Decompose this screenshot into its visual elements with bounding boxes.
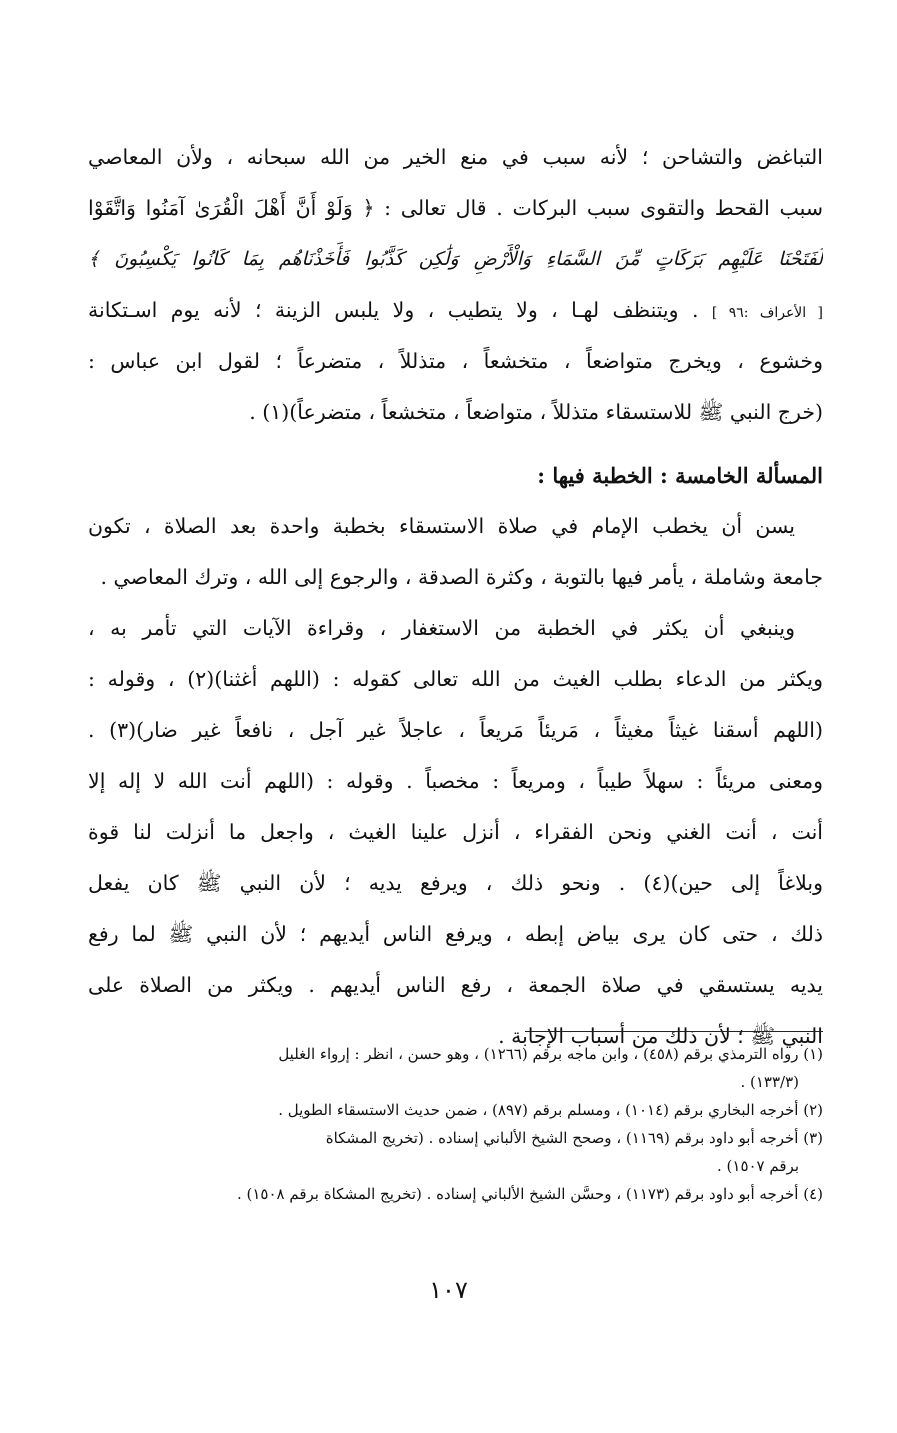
paragraph-line: (اللهم أسقنا غيثاً مغيثاً ، مَريئاً مَريعاً ، عاجلاً غير آجل ، نافعاً غير ضار)(٣) . — [88, 718, 823, 742]
footnote-continuation: برقم ١٥٠٧) . — [717, 1157, 799, 1175]
paragraph-line: أنت ، أنت الغني ونحن الفقراء ، أنزل علينا الغيث ، واجعل ما أنزلت لنا قوة — [88, 820, 823, 844]
paragraph-line: وبلاغاً إلى حين)(٤) . ونحو ذلك ، ويرفع يديه ؛ لأن النبي ﷺ كان يفعل — [88, 871, 823, 895]
page-number: ١٠٧ — [429, 1276, 468, 1304]
paragraph-line: جامعة وشاملة ، يأمر فيها بالتوبة ، وكثرة الصدقة ، والرجوع إلى الله ، وترك المعاصي . — [100, 565, 823, 589]
paragraph-line: ومعنى مريئاً : سهلاً طيباً ، ومريعاً : مخصباً . وقوله : (اللهم أنت الله لا إله إلا — [88, 769, 823, 793]
footnote: (١) رواه الترمذي برقم (٤٥٨) ، وابن ماجه برقم (١٢٦٦) ، وهو حسن ، انظر : إرواء الغليل — [278, 1045, 823, 1063]
paragraph-line: ويكثر من الدعاء بطلب الغيث من الله تعالى كقوله : (اللهم أغثنا)(٢) ، وقوله : — [88, 667, 823, 691]
footnotes — [88, 1040, 823, 1208]
main-text — [88, 132, 823, 1062]
paragraph-line: ذلك ، حتى كان يرى بياض إبطه ، ويرفع الناس أيديهم ؛ لأن النبي ﷺ لما رفع — [88, 922, 823, 946]
text-line: وخشوع ، ويخرج متواضعاً ، متخشعاً ، متذللاً ، متضرعاً ؛ لقول ابن عباس : — [88, 349, 823, 373]
text-line: سبب القحط والتقوى سبب البركات . قال تعالى : ﴿ وَلَوْ أَنَّ أَهْلَ الْقُرَىٰ آمَنُوا وَاتَّقَوْا — [88, 196, 823, 220]
section-heading: المسألة الخامسة : الخطبة فيها : — [537, 463, 823, 488]
text-segment: . ويتنظف لهـا ، ولا يتطيب ، ولا يلبس الزينة ؛ لأنه يوم اسـتكانة — [88, 298, 712, 322]
paragraph-line: يديه يستسقي في صلاة الجمعة ، رفع الناس أيديهم . ويكثر من الصلاة على — [88, 973, 823, 997]
footnote-divider — [525, 1031, 823, 1032]
footnote: (٢) أخرجه البخاري برقم (١٠١٤) ، ومسلم برقم (٨٩٧) ، ضمن حديث الاستسقاء الطويل . — [278, 1101, 823, 1119]
paragraph-line: وينبغي أن يكثر في الخطبة من الاستغفار ، وقراءة الآيات التي تأمر به ، — [88, 616, 795, 640]
text-line: التباغض والتشاحن ؛ لأنه سبب في منع الخير من الله سبحانه ، ولأن المعاصي — [88, 145, 823, 169]
paragraph-line: النبي ﷺ ؛ لأن ذلك من أسباب الإجابة . — [498, 1024, 823, 1048]
text-line — [88, 285, 823, 336]
footnote-continuation: (١٣٣/٣) . — [740, 1073, 799, 1091]
text-line: (خرج النبي ﷺ للاستسقاء متذللاً ، متواضعاً ، متخشعاً ، متضرعاً)(١) . — [249, 400, 823, 424]
verse-reference: [ الأعراف :٩٦ ] — [711, 305, 823, 321]
footnote: (٤) أخرجه أبو داود برقم (١١٧٣) ، وحسَّن الشيخ الألباني إسناده . (تخريج المشكاة برقم ١٥٠٨) . — [236, 1185, 823, 1203]
paragraph-line: يسن أن يخطب الإمام في صلاة الاستسقاء بخطبة واحدة بعد الصلاة ، تكون — [88, 514, 795, 538]
footnote: (٣) أخرجه أبو داود برقم (١١٦٩) ، وصحح الشيخ الألباني إسناده . (تخريج المشكاة — [325, 1129, 823, 1147]
quran-verse-line: لَفَتَحْنَا عَلَيْهِم بَرَكَاتٍ مِّنَ السَّمَاءِ وَالْأَرْضِ وَلَٰكِن كَذَّبُوا فَأَخَذْنَاهُم بِمَا كَانُوا يَكْسِبُونَ ﴾ — [88, 248, 823, 270]
